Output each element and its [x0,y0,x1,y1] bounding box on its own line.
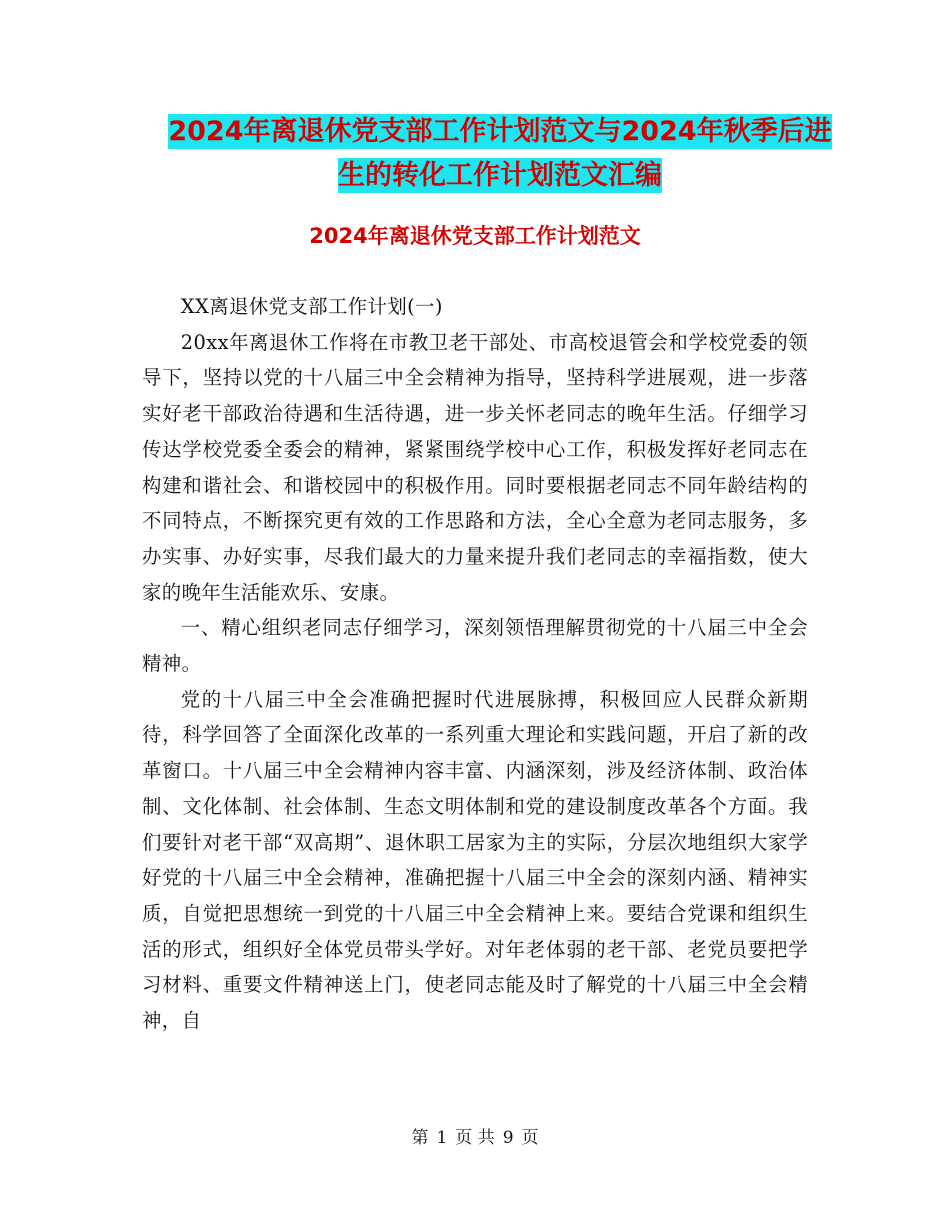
footer-page-number: 1 [436,1128,448,1148]
paragraph-section-one-body: 党的十八届三中全会准确把握时代进展脉搏，积极回应人民群众新期待，科学回答了全面深化改革的一系列重大理论和实践问题，开启了新的改革窗口。十八届三中全会精神内容丰富、内涵深刻，涉及经济体制、政治体制、文化体制、社会体制、生态文明体制和党的建设制度改革各个方面。我们要针对老干部“双高期”、退休职工居家为主的实际，分层次地组织大家学好党的十八届三中全会精神，准确把握十八届三中全会的深刻内涵、精神实质，自觉把思想统一到党的十八届三中全会精神上来。要结合党课和组织生活的形式，组织好全体党员带头学好。对年老体弱的老干部、老党员要把学习材料、重要文件精神送上门，使老同志能及时了解党的十八届三中全会精神，自 [142,687,808,1033]
page-footer [0,1126,950,1150]
paragraph-plan-heading: XX离退休党支部工作计划(一) [180,295,443,318]
document-title-line1: 2024年离退休党支部工作计划范文与2024年秋季后进 [168,116,832,147]
footer-page-total: 9 [502,1128,514,1148]
footer-prefix: 第 [411,1128,429,1148]
paragraph-intro: 20xx年离退休工作将在市教卫老干部处、市高校退管会和学校党委的领导下，坚持以党的十八届三中全会精神为指导，坚持科学进展观，进一步落实好老干部政治待遇和生活待遇，进一步关怀老同志的晚年生活。仔细学习传达学校党委全委会的精神，紧紧围绕学校中心工作，积极发挥好老同志在构建和谐社会、和谐校园中的积极作用。同时要根据老同志不同年龄结构的不同特点，不断探究更有效的工作思路和方法，全心全意为老同志服务，多办实事、办好实事，尽我们最大的力量来提升我们老同志的幸福指数，使大家的晚年生活能欢乐、安康。 [142,330,808,604]
document-title-line2: 生的转化工作计划范文汇编 [338,160,662,191]
section-title: 2024年离退休党支部工作计划范文 [309,224,641,248]
document-body [142,289,808,1039]
footer-mid: 页 共 [455,1128,495,1148]
footer-suffix: 页 [521,1128,539,1148]
document-title [150,110,850,198]
paragraph-section-one-heading: 一、精心组织老同志仔细学习，深刻领悟理解贯彻党的十八届三中全会精神。 [142,616,808,676]
